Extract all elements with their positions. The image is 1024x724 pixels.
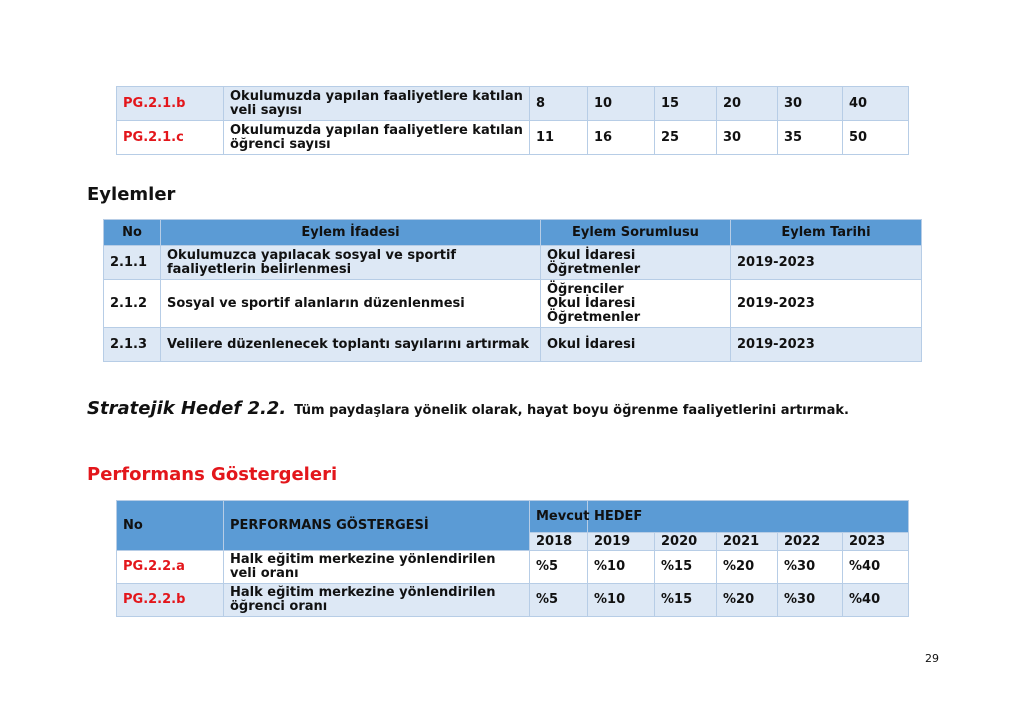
table-row	[104, 246, 922, 280]
action-responsible	[541, 328, 731, 362]
indicator-code: PG.2.1.c	[117, 121, 224, 155]
strategic-goal	[87, 398, 849, 419]
indicator-value: %30	[778, 551, 843, 584]
column-header-responsible: Eylem Sorumlusu	[541, 220, 731, 246]
indicator-value: 15	[655, 87, 717, 121]
responsible-line: Okul İdaresi	[547, 247, 636, 263]
indicator-code: PG.2.2.a	[117, 551, 224, 584]
indicator-value: 11	[530, 121, 588, 155]
indicator-value: 16	[588, 121, 655, 155]
responsible-line: Öğrenciler	[547, 281, 624, 297]
table-header-row	[104, 220, 922, 246]
indicator-code: PG.2.2.b	[117, 584, 224, 617]
year-cell: 2021	[717, 533, 778, 551]
column-header-no: No	[117, 501, 224, 551]
indicator-value: 8	[530, 87, 588, 121]
action-statement: Sosyal ve sportif alanların düzenlenmesi	[161, 280, 541, 328]
indicator-value: %20	[717, 584, 778, 617]
indicator-value: %15	[655, 551, 717, 584]
responsible-line: Okul İdaresi	[547, 336, 636, 352]
column-header-statement: Eylem İfadesi	[161, 220, 541, 246]
responsible-line: Öğretmenler	[547, 261, 641, 277]
page-number: 29	[925, 652, 939, 665]
action-responsible	[541, 280, 731, 328]
action-date: 2019-2023	[731, 246, 922, 280]
indicator-value: 50	[843, 121, 909, 155]
column-header-current: Mevcut	[530, 501, 588, 533]
performance-heading: Performans Göstergeleri	[87, 464, 338, 485]
indicator-label: Okulumuzda yapılan faaliyetlere katılan öğrenci sayısı	[224, 121, 530, 155]
performance-table	[116, 500, 909, 617]
table-row	[117, 87, 909, 121]
action-no: 2.1.3	[104, 328, 161, 362]
action-date: 2019-2023	[731, 328, 922, 362]
table-row	[104, 328, 922, 362]
year-cell: 2018	[530, 533, 588, 551]
year-cell: 2020	[655, 533, 717, 551]
column-header-no: No	[104, 220, 161, 246]
table-row	[117, 121, 909, 155]
indicator-value: %20	[717, 551, 778, 584]
indicator-value: %30	[778, 584, 843, 617]
year-cell: 2019	[588, 533, 655, 551]
indicator-value: %5	[530, 584, 588, 617]
indicator-value: %5	[530, 551, 588, 584]
table-header-row	[117, 501, 909, 533]
action-responsible	[541, 246, 731, 280]
table-row	[117, 584, 909, 617]
indicator-value: 10	[588, 87, 655, 121]
indicator-table-2-1	[116, 86, 909, 155]
actions-table	[103, 219, 922, 362]
indicator-value: %40	[843, 551, 909, 584]
indicator-value: 25	[655, 121, 717, 155]
indicator-code: PG.2.1.b	[117, 87, 224, 121]
indicator-label: Halk eğitim merkezine yönlendirilen öğrenci oranı	[224, 584, 530, 617]
strategic-goal-text: Tüm paydaşlara yönelik olarak, hayat boyu öğrenme faaliyetlerini artırmak.	[294, 403, 849, 418]
table-row	[117, 551, 909, 584]
responsible-line: Okul İdaresi	[547, 295, 636, 311]
action-no: 2.1.1	[104, 246, 161, 280]
indicator-value: %15	[655, 584, 717, 617]
indicator-label: Halk eğitim merkezine yönlendirilen veli oranı	[224, 551, 530, 584]
table-row	[104, 280, 922, 328]
actions-heading: Eylemler	[87, 184, 176, 205]
indicator-value: 30	[778, 87, 843, 121]
action-no: 2.1.2	[104, 280, 161, 328]
column-header-date: Eylem Tarihi	[731, 220, 922, 246]
action-date: 2019-2023	[731, 280, 922, 328]
indicator-label: Okulumuzda yapılan faaliyetlere katılan veli sayısı	[224, 87, 530, 121]
strategic-goal-label: Stratejik Hedef 2.2.	[87, 398, 287, 419]
action-statement: Velilere düzenlenecek toplantı sayılarını artırmak	[161, 328, 541, 362]
indicator-value: 40	[843, 87, 909, 121]
indicator-value: %40	[843, 584, 909, 617]
responsible-line: Öğretmenler	[547, 309, 641, 325]
indicator-value: %10	[588, 551, 655, 584]
indicator-value: 35	[778, 121, 843, 155]
indicator-value: 30	[717, 121, 778, 155]
year-cell: 2023	[843, 533, 909, 551]
year-cell: 2022	[778, 533, 843, 551]
action-statement: Okulumuzca yapılacak sosyal ve sportif faaliyetlerin belirlenmesi	[161, 246, 541, 280]
indicator-value: %10	[588, 584, 655, 617]
column-header-indicator: PERFORMANS GÖSTERGESİ	[224, 501, 530, 551]
column-header-target: HEDEF	[588, 501, 909, 533]
indicator-value: 20	[717, 87, 778, 121]
